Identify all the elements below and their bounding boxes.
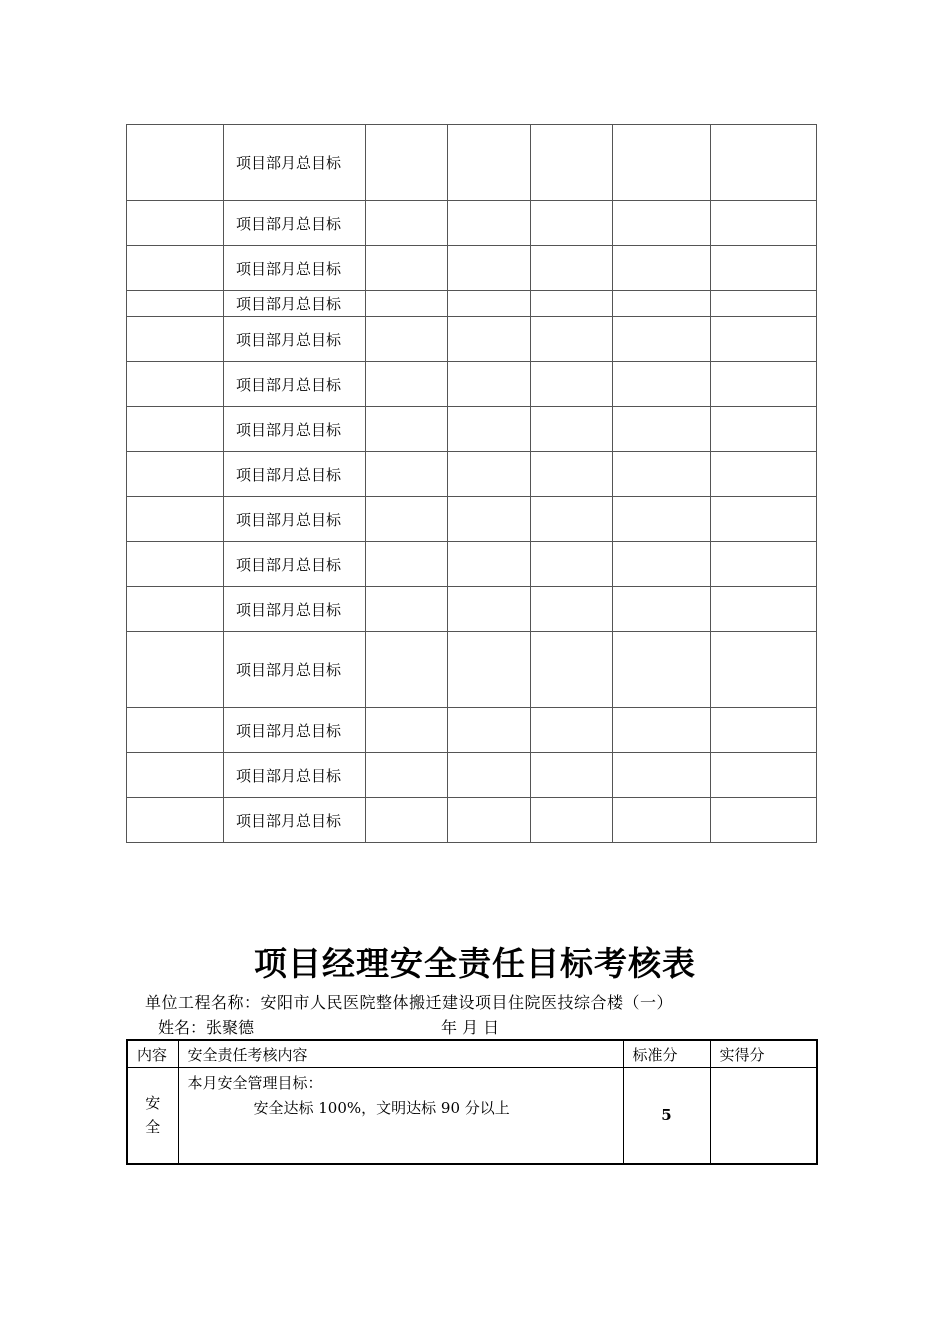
empty-cell: [366, 542, 448, 587]
row-label: 项目部月总目标: [224, 246, 366, 291]
empty-cell: [127, 798, 224, 843]
empty-cell: [366, 708, 448, 753]
table-row: [127, 246, 817, 291]
category-char: 安: [145, 1094, 161, 1113]
table-row: [127, 587, 817, 632]
name-label: 姓名：: [158, 1018, 207, 1037]
empty-cell: [448, 497, 531, 542]
table-row: [127, 125, 817, 201]
row-label: 项目部月总目标: [224, 542, 366, 587]
empty-cell: [127, 587, 224, 632]
empty-cell: [127, 291, 224, 317]
empty-cell: [366, 291, 448, 317]
empty-cell: [127, 407, 224, 452]
empty-cell: [127, 708, 224, 753]
empty-cell: [711, 291, 817, 317]
empty-cell: [711, 452, 817, 497]
row-label: 项目部月总目标: [224, 201, 366, 246]
empty-cell: [448, 632, 531, 708]
page-title: 项目经理安全责任目标考核表: [254, 944, 696, 983]
empty-cell: [531, 753, 613, 798]
empty-cell: [613, 317, 711, 362]
empty-cell: [531, 407, 613, 452]
empty-cell: [366, 587, 448, 632]
empty-cell: [366, 798, 448, 843]
row-label: 项目部月总目标: [224, 407, 366, 452]
table-header-row: [127, 1040, 817, 1068]
monthly-target-table-body: [127, 125, 817, 843]
name-date-line: [158, 1015, 500, 1038]
empty-cell: [711, 798, 817, 843]
empty-cell: [366, 362, 448, 407]
empty-cell: [613, 632, 711, 708]
empty-cell: [613, 291, 711, 317]
table-row: [127, 291, 817, 317]
empty-cell: [448, 317, 531, 362]
empty-cell: [613, 201, 711, 246]
empty-cell: [613, 497, 711, 542]
table-row: [127, 753, 817, 798]
empty-cell: [448, 452, 531, 497]
empty-cell: [366, 632, 448, 708]
row-label: 项目部月总目标: [224, 708, 366, 753]
empty-cell: [127, 753, 224, 798]
empty-cell: [127, 201, 224, 246]
date-label: 年 月 日: [441, 1018, 500, 1037]
empty-cell: [366, 753, 448, 798]
empty-cell: [711, 497, 817, 542]
empty-cell: [366, 407, 448, 452]
category-cell: [127, 1068, 178, 1164]
empty-cell: [127, 362, 224, 407]
empty-cell: [448, 708, 531, 753]
header-actual-score: 实得分: [710, 1040, 817, 1068]
empty-cell: [531, 632, 613, 708]
empty-cell: [448, 798, 531, 843]
empty-cell: [711, 753, 817, 798]
table-row: [127, 452, 817, 497]
empty-cell: [127, 497, 224, 542]
empty-cell: [448, 246, 531, 291]
empty-cell: [711, 632, 817, 708]
empty-cell: [711, 317, 817, 362]
empty-cell: [127, 452, 224, 497]
empty-cell: [531, 542, 613, 587]
row-label: 项目部月总目标: [224, 497, 366, 542]
header-assessment-content: 安全责任考核内容: [178, 1040, 623, 1068]
empty-cell: [366, 452, 448, 497]
row-label: 项目部月总目标: [224, 291, 366, 317]
empty-cell: [448, 753, 531, 798]
empty-cell: [531, 317, 613, 362]
empty-cell: [613, 753, 711, 798]
empty-cell: [531, 246, 613, 291]
empty-cell: [711, 362, 817, 407]
safety-assessment-table: [126, 1039, 818, 1165]
row-label: 项目部月总目标: [224, 798, 366, 843]
empty-cell: [711, 542, 817, 587]
row-label: 项目部月总目标: [224, 317, 366, 362]
table-row: [127, 497, 817, 542]
empty-cell: [613, 362, 711, 407]
empty-cell: [531, 201, 613, 246]
row-label: 项目部月总目标: [224, 125, 366, 201]
empty-cell: [613, 798, 711, 843]
header-standard-score: 标准分: [623, 1040, 710, 1068]
empty-cell: [711, 407, 817, 452]
empty-cell: [531, 587, 613, 632]
table-row: [127, 632, 817, 708]
row-label: 项目部月总目标: [224, 587, 366, 632]
table-row: [127, 798, 817, 843]
empty-cell: [531, 708, 613, 753]
assessment-content-cell: [178, 1068, 623, 1164]
project-name-line: 单位工程名称：安阳市人民医院整体搬迁建设项目住院医技综合楼（一）: [145, 993, 674, 1012]
empty-cell: [448, 407, 531, 452]
name-value: 张聚德: [206, 1018, 255, 1037]
content-title: 本月安全管理目标：: [187, 1074, 323, 1092]
empty-cell: [531, 362, 613, 407]
empty-cell: [613, 125, 711, 201]
empty-cell: [366, 125, 448, 201]
empty-cell: [127, 542, 224, 587]
empty-cell: [448, 542, 531, 587]
empty-cell: [711, 246, 817, 291]
empty-cell: [366, 201, 448, 246]
actual-score-cell: [710, 1068, 817, 1164]
table-row: [127, 708, 817, 753]
empty-cell: [448, 587, 531, 632]
table-row: [127, 317, 817, 362]
row-label: 项目部月总目标: [224, 632, 366, 708]
empty-cell: [711, 125, 817, 201]
empty-cell: [711, 201, 817, 246]
empty-cell: [127, 125, 224, 201]
empty-cell: [448, 362, 531, 407]
header-content: 内容: [127, 1040, 178, 1068]
empty-cell: [531, 798, 613, 843]
monthly-target-table: [126, 124, 817, 843]
empty-cell: [366, 497, 448, 542]
empty-cell: [613, 542, 711, 587]
content-detail: 安全达标 100%，文明达标 90 分以上: [253, 1099, 510, 1117]
table-row: [127, 362, 817, 407]
empty-cell: [613, 407, 711, 452]
empty-cell: [448, 125, 531, 201]
empty-cell: [531, 497, 613, 542]
empty-cell: [613, 246, 711, 291]
empty-cell: [613, 587, 711, 632]
empty-cell: [448, 201, 531, 246]
empty-cell: [711, 587, 817, 632]
empty-cell: [127, 632, 224, 708]
empty-cell: [531, 125, 613, 201]
table-row: [127, 407, 817, 452]
empty-cell: [366, 317, 448, 362]
empty-cell: [448, 291, 531, 317]
row-label: 项目部月总目标: [224, 362, 366, 407]
row-label: 项目部月总目标: [224, 452, 366, 497]
empty-cell: [613, 708, 711, 753]
empty-cell: [127, 246, 224, 291]
row-label: 项目部月总目标: [224, 753, 366, 798]
empty-cell: [127, 317, 224, 362]
empty-cell: [366, 246, 448, 291]
empty-cell: [613, 452, 711, 497]
category-char: 全: [145, 1118, 161, 1137]
standard-score-cell: 5: [623, 1068, 710, 1164]
empty-cell: [711, 708, 817, 753]
table-row: [127, 1068, 817, 1164]
table-row: [127, 542, 817, 587]
empty-cell: [531, 452, 613, 497]
table-row: [127, 201, 817, 246]
empty-cell: [531, 291, 613, 317]
